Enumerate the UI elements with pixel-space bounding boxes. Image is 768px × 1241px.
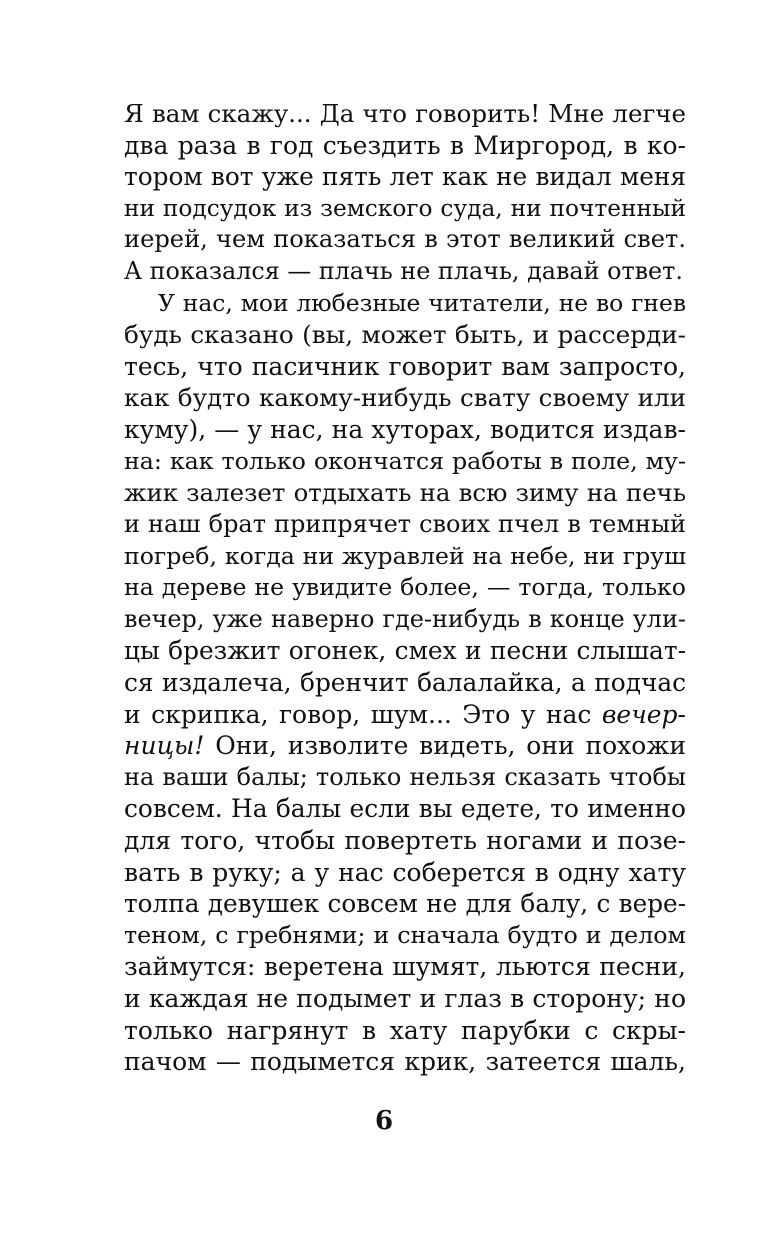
text-line: на ваши балы; только нельзя сказать чтобы xyxy=(124,762,686,791)
text-line: теном, с гребнями; и сначала будто и делом xyxy=(124,920,686,949)
page-number: 6 xyxy=(374,1106,394,1136)
text-line: пачом — подымется крик, затеется шаль, xyxy=(124,1047,686,1077)
italic-word: ницы! xyxy=(124,731,205,761)
text-line: иерей, чем показаться в этот великий свет. xyxy=(124,225,686,254)
text-line: на: как только окончатся работы в поле, му- xyxy=(124,446,686,475)
text-line: и наш брат припрячет своих пчел в темный xyxy=(124,509,686,538)
text-line: как будто какому-нибудь свату своему или xyxy=(124,383,686,413)
text-line: на дереве не увидите более, — тогда, только xyxy=(124,573,686,602)
text-line: А показался — плачь не плачь, давай ответ. xyxy=(124,257,683,286)
text-line: толпа девушек совсем не для балу, с вере- xyxy=(124,889,686,919)
text-line xyxy=(124,699,686,731)
text-line: займутся: веретена шумят, льются песни, xyxy=(124,952,686,982)
text-block xyxy=(124,98,686,1078)
text-line: два раза в год съездить в Миргород, в ко- xyxy=(124,130,686,160)
text-line: для того, чтобы повертеть ногами и позе- xyxy=(124,826,686,856)
text-line: только нагрянут в хату парубки с скры- xyxy=(124,1015,686,1045)
text-line: совсем. На балы если вы едете, то именно xyxy=(124,794,686,824)
text-line: вать в руку; а у нас соберется в одну хату xyxy=(124,857,686,887)
text-line: куму), — у нас, на хуторах, водится издав- xyxy=(124,415,686,445)
text-segment: и скрипка, говор, шум... Это у нас xyxy=(124,699,602,729)
text-segment: Они, изволите видеть, они похожи xyxy=(204,731,686,761)
text-line: тесь, что пасичник говорит вам запросто, xyxy=(124,351,686,381)
text-line: жик залезет отдыхать на всю зиму на печь xyxy=(124,478,686,508)
text-line: погреб, когда ни журавлей на небе, ни груш xyxy=(124,541,686,570)
text-line: и каждая не подымет и глаз в сторону; но xyxy=(124,984,686,1014)
italic-word: вечер- xyxy=(601,699,686,729)
text-line: ни подсудок из земского суда, ни почтенный xyxy=(124,194,686,222)
text-line: ся издалеча, бренчит балалайка, а подчас xyxy=(124,667,686,697)
text-line xyxy=(124,730,686,762)
text-line: Я вам скажу... Да что говорить! Мне легче xyxy=(124,99,686,128)
paragraph-first-line: У нас, мои любезные читатели, не во гнев xyxy=(158,288,686,317)
text-line: вечер, уже наверно где-нибудь в конце ули- xyxy=(124,604,686,633)
text-line: будь сказано (вы, может быть, и рассерди- xyxy=(124,320,686,350)
text-line: цы брезжит огонек, смех и песни слышат- xyxy=(124,636,686,666)
text-line: тором вот уже пять лет как не видал меня xyxy=(124,162,686,192)
